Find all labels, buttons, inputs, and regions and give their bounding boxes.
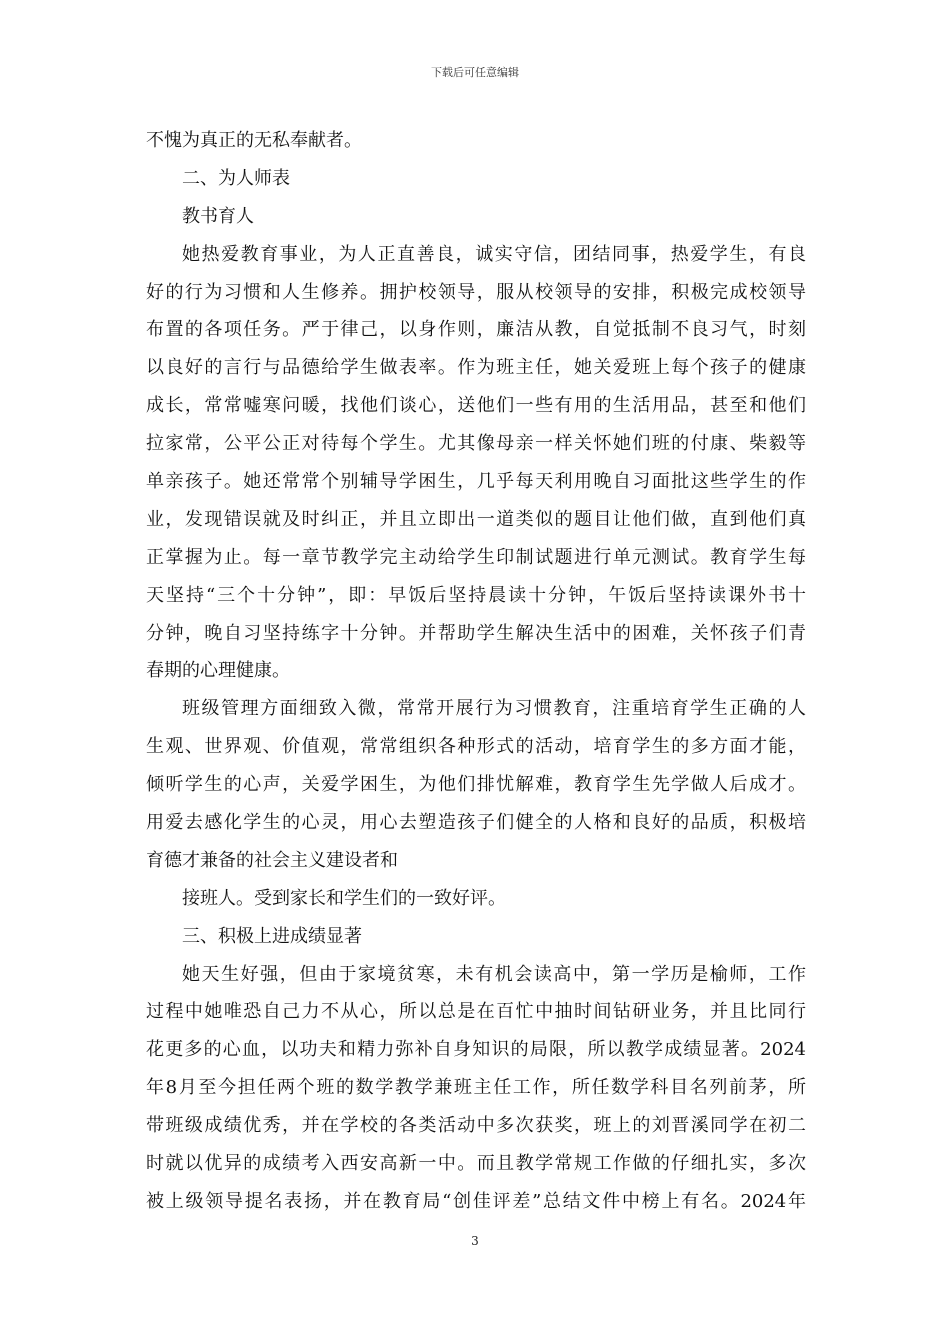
paragraph-line: 分钟，晚自习坚持练字十分钟。并帮助学生解决生活中的困难，关怀孩子们青 — [146, 622, 806, 644]
paragraph-line: 春期的心理健康。 — [146, 660, 290, 682]
paragraph-line: 天坚持“三个十分钟”，即：早饭后坚持晨读十分钟，午饭后坚持读课外书十 — [146, 584, 806, 606]
subheading: 教书育人 — [182, 205, 254, 227]
page-number: 3 — [471, 1234, 479, 1248]
document-body — [146, 122, 806, 1221]
paragraph-line: 单亲孩子。她还常常个别辅导学困生，几乎每天利用晚自习面批这些学生的作 — [146, 471, 806, 493]
text-line: 不愧为真正的无私奉献者。 — [146, 130, 362, 151]
paragraph-line: 倾听学生的心声，关爱学困生，为他们排忧解难，教育学生先学做人后成才。 — [146, 774, 806, 796]
section-heading: 二、为人师表 — [182, 167, 290, 189]
paragraph-line: 好的行为习惯和人生修养。拥护校领导，服从校领导的安排，积极完成校领导 — [146, 281, 806, 303]
paragraph-line: 班级管理方面细致入微，常常开展行为习惯教育，注重培育学生正确的人 — [182, 698, 806, 720]
paragraph-line: 带班级成绩优秀，并在学校的各类活动中多次获奖，班上的刘晋溪同学在初二 — [146, 1115, 806, 1137]
paragraph-line: 年8月至今担任两个班的数学教学兼班主任工作，所任数学科目名列前茅，所 — [146, 1077, 806, 1099]
paragraph-line: 育德才兼备的社会主义建设者和 — [146, 849, 398, 871]
paragraph-line: 她热爱教育事业，为人正直善良，诚实守信，团结同事，热爱学生，有良 — [182, 243, 806, 265]
paragraph-line: 拉家常，公平公正对待每个学生。尤其像母亲一样关怀她们班的付康、柴毅等 — [146, 433, 806, 455]
paragraph-line: 业，发现错误就及时纠正，并且立即出一道类似的题目让他们做，直到他们真 — [146, 508, 806, 530]
paragraph-line: 用爱去感化学生的心灵，用心去塑造孩子们健全的人格和良好的品质，积极培 — [146, 812, 806, 834]
paragraph-line: 被上级领导提名表扬，并在教育局“创佳评差”总结文件中榜上有名。2024年 — [146, 1190, 806, 1212]
paragraph-line: 接班人。受到家长和学生们的一致好评。 — [182, 887, 506, 909]
paragraph-line: 正掌握为止。每一章节教学完主动给学生印制试题进行单元测试。教育学生每 — [146, 546, 806, 568]
paragraph-line: 布置的各项任务。严于律己，以身作则，廉洁从教，自觉抵制不良习气，时刻 — [146, 319, 806, 341]
paragraph-line: 生观、世界观、价值观，常常组织各种形式的活动，培育学生的多方面才能， — [146, 736, 806, 758]
paragraph-line: 她天生好强，但由于家境贫寒，未有机会读高中，第一学历是榆师，工作 — [182, 963, 806, 985]
page-header: 下载后可任意编辑 — [431, 66, 519, 79]
paragraph-line: 以良好的言行与品德给学生做表率。作为班主任，她关爱班上每个孩子的健康 — [146, 357, 806, 379]
paragraph-line: 过程中她唯恐自己力不从心，所以总是在百忙中抽时间钻研业务，并且比同行 — [146, 1001, 806, 1023]
paragraph-line: 时就以优异的成绩考入西安高新一中。而且教学常规工作做的仔细扎实，多次 — [146, 1153, 806, 1175]
paragraph-line: 花更多的心血，以功夫和精力弥补自身知识的局限，所以教学成绩显著。2024 — [146, 1039, 806, 1061]
paragraph-line: 成长，常常嘘寒问暖，找他们谈心，送他们一些有用的生活用品，甚至和他们 — [146, 395, 806, 417]
section-heading: 三、积极上进成绩显著 — [182, 925, 362, 947]
